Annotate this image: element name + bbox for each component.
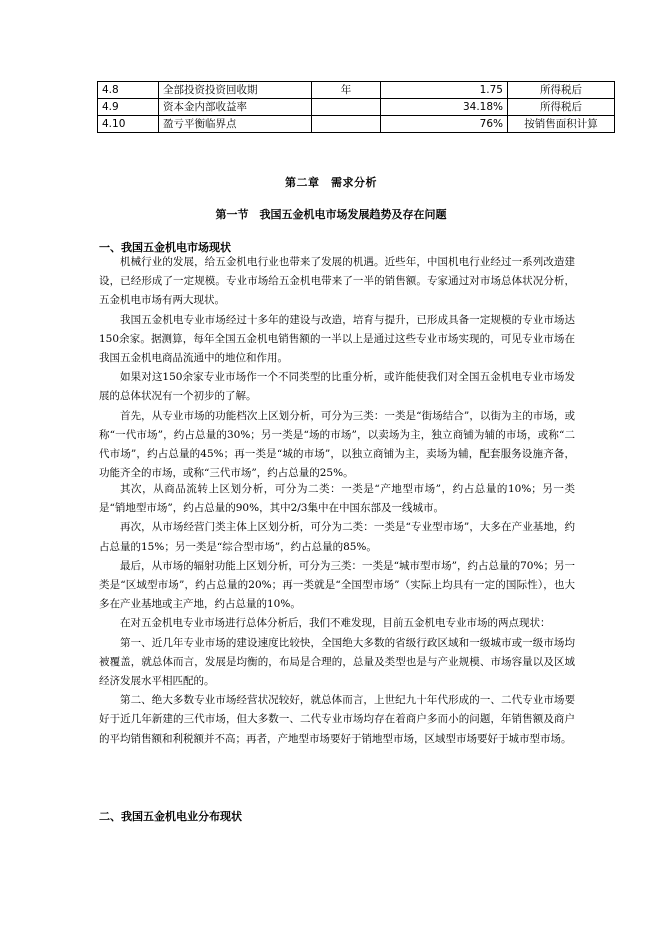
table-cell-item: 资本金内部收益率: [159, 99, 312, 116]
indicator-table: [97, 81, 615, 133]
paragraph: 其次，从商品流转上区划分析，可分为二类：一类是“产地型市场”，约占总量的10%；另一类是“销地型市场”，约占总量的90%，其中2/3集中在中国东部及一线城市。: [99, 483, 575, 515]
chapter-title: 第二章 需求分析: [285, 176, 377, 189]
table-cell-note: 所得税后: [508, 82, 615, 99]
table-cell-item: 全部投资投资回收期: [159, 82, 312, 99]
table-cell-unit: [312, 116, 381, 133]
heading-market-status: 一、我国五金机电市场现状: [99, 241, 231, 254]
paragraph: 第一、近几年专业市场的建设速度比较快，全国绝大多数的省级行政区域和一级城市或一级市场均被覆盖，就总体而言，发展是均衡的，布局是合理的，总量及类型也是与产业规模、市场容量以及区域经济发展水平相匹配的。: [99, 636, 575, 688]
table-cell-no: 4.10: [98, 116, 159, 133]
table-row: [98, 99, 615, 116]
paragraph-block-1: [99, 253, 575, 483]
table-cell-value: 1.75: [381, 82, 508, 99]
paragraph: 第二、绝大多数专业市场经营状况较好，就总体而言，上世纪九十年代形成的一、二代专业市场要好于近几年新建的三代市场，但大多数一、二代专业市场均存在着商户多而小的问题，年销售额及商户的平均销售额和利税额并不高；再者，产地型市场要好于销地型市场，区域型市场要好于城市型市场。: [99, 694, 575, 745]
paragraph: 再次，从市场经营门类主体上区划分析，可分为二类：一类是“专业型市场”，大多在产业基地，约占总量的15%；另一类是“综合型市场”，约占总量的85%。: [99, 521, 575, 553]
table-row: [98, 82, 615, 99]
table-cell-note: 按销售面积计算: [508, 116, 615, 133]
table-cell-unit: 年: [312, 82, 381, 99]
paragraph: 机械行业的发展，给五金机电行业也带来了发展的机遇。近些年，中国机电行业经过一系列改造建设，已经形成了一定规模。专业市场给五金机电带来了一半的销售额。专家通过对市场总体状况分析，五金机电市场有两大现状。: [99, 256, 575, 307]
paragraph: 我国五金机电专业市场经过十多年的建设与改造，培育与提升，已形成具备一定规模的专业市场达150余家。据测算，每年全国五金机电销售额的一半以上是通过这些专业市场实现的，可见专业市场在我国五金机电商品流通中的地位和作用。: [99, 313, 575, 365]
table-row: [98, 116, 615, 133]
heading-distribution-status: 二、我国五金机电业分布现状: [99, 810, 242, 823]
table-cell-value: 76%: [381, 116, 508, 133]
table-cell-no: 4.8: [98, 82, 159, 99]
paragraph: 如果对这150余家专业市场作一个不同类型的比重分析，或许能使我们对全国五金机电专业市场发展的总体状况有一个初步的了解。: [99, 371, 575, 403]
table-cell-value: 34.18%: [381, 99, 508, 116]
section-title: 第一节 我国五金机电市场发展趋势及存在问题: [215, 208, 447, 221]
table-cell-item: 盈亏平衡临界点: [159, 116, 312, 133]
table-cell-note: 所得税后: [508, 99, 615, 116]
paragraph-block-2: [99, 480, 575, 749]
paragraph: 首先，从专业市场的功能档次上区划分析，可分为三类：一类是“街场结合”，以街为主的市场，或称“一代市场”，约占总量的30%；另一类是“场的市场”，以卖场为主，独立商铺为辅的市场，或称“二代市场”，约占总量的45%；再一类是“城的市场”，以独立商铺为主，卖场为辅，配套服务设施齐备，功能齐全的市场，或称“三代市场”，约占总量的25%。: [99, 409, 575, 480]
paragraph: 在对五金机电专业市场进行总体分析后，我们不难发现，目前五金机电专业市场的两点现状：: [120, 617, 551, 630]
table-cell-unit: [312, 99, 381, 116]
table-cell-no: 4.9: [98, 99, 159, 116]
paragraph: 最后，从市场的辐射功能上区划分析，可分为三类：一类是“城市型市场”，约占总量的70%；另一类是“区域型市场”，约占总量的20%；再一类就是“全国型市场”（实际上均具有一定的国际性），也大多在产业基地或主产地，约占总量的10%。: [99, 559, 575, 611]
